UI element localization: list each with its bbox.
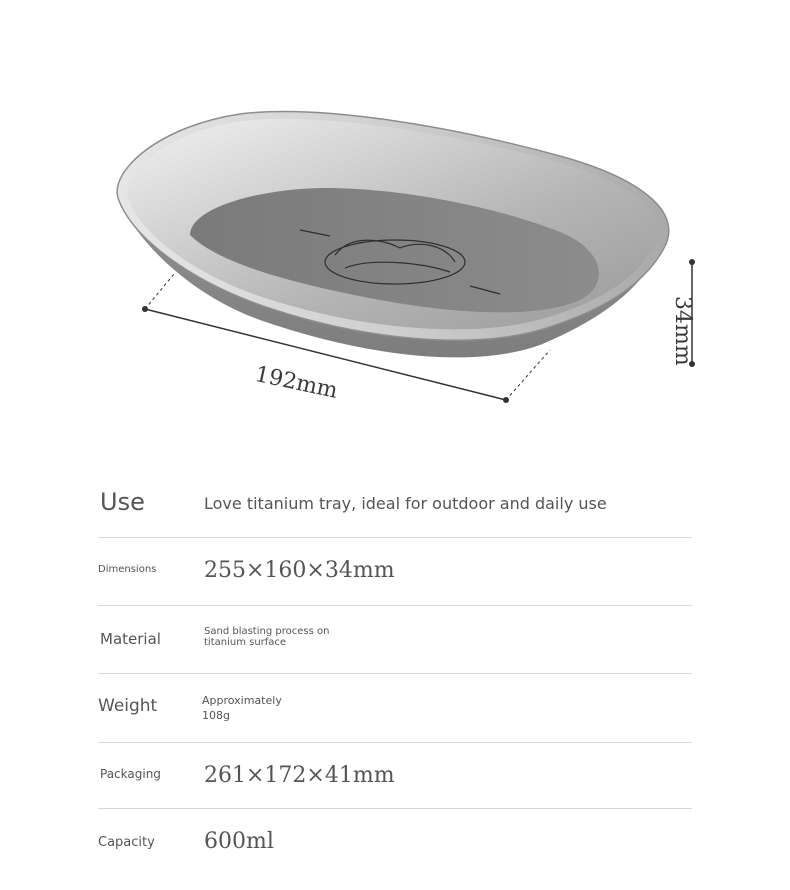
spec-label-packaging: Packaging [100,767,161,781]
spec-row-weight [98,674,692,743]
spec-value-material: Sand blasting process on titanium surface [204,626,330,648]
spec-label-use: Use [100,488,145,516]
spec-value-capacity: 600ml [204,829,274,854]
spec-row-dimensions [98,538,692,606]
spec-label-capacity: Capacity [98,835,155,850]
spec-row-packaging [98,743,692,809]
spec-row-use [98,470,692,538]
spec-label-weight: Weight [98,696,158,716]
spec-value-dimensions: 255×160×34mm [204,558,395,583]
height-dimension-label: 34mm [670,296,695,366]
spec-value-weight: Approximately 108g [202,694,282,722]
spec-value-packaging: 261×172×41mm [204,763,395,788]
spec-table [98,470,692,879]
width-dimension-label: 192mm [252,362,340,404]
spec-row-capacity [98,809,692,879]
spec-label-dimensions: Dimensions [98,564,157,575]
spec-label-material: Material [100,630,161,648]
spec-value-use: Love titanium tray, ideal for outdoor and daily use [204,494,607,513]
spec-row-material [98,606,692,674]
